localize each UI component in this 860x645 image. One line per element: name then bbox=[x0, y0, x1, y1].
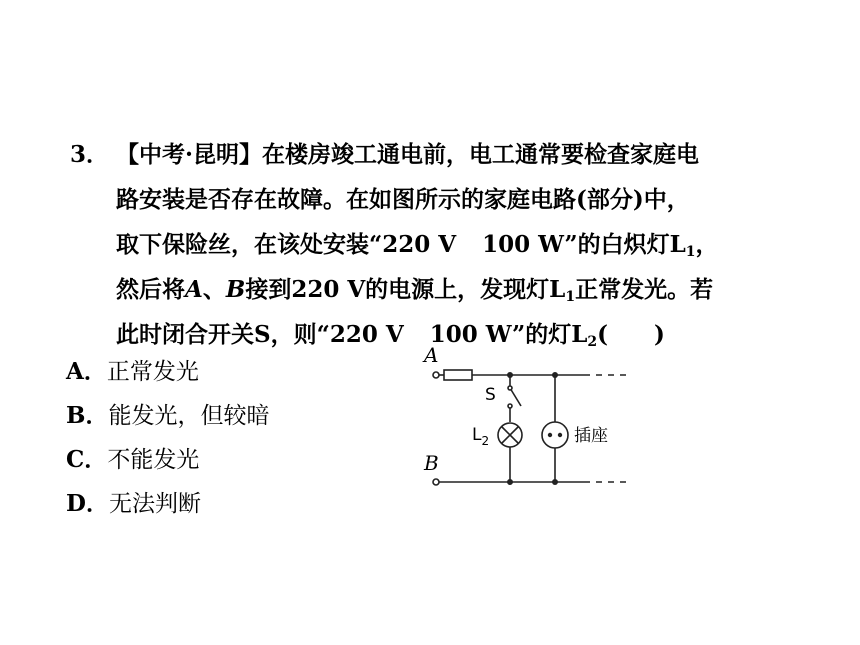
lamp-l2-label bbox=[472, 425, 489, 448]
question-line-2 bbox=[70, 177, 810, 222]
junction-dot bbox=[552, 372, 558, 378]
options bbox=[66, 350, 269, 526]
terminal-a-label: A bbox=[424, 343, 439, 367]
terminal-b-ref: B bbox=[225, 276, 246, 303]
option-a[interactable] bbox=[66, 350, 269, 394]
option-c-letter: C． bbox=[66, 446, 108, 473]
junction-dot bbox=[552, 479, 558, 485]
socket-icon bbox=[542, 422, 568, 448]
lamp-l2-sub: 2 bbox=[481, 434, 490, 448]
lamp-l2-subscript: 2 bbox=[587, 334, 598, 350]
question-text-5a: 此时闭合开关S，则“220 V bbox=[116, 321, 404, 348]
option-c-text: 不能发光 bbox=[107, 447, 200, 473]
question bbox=[70, 132, 810, 357]
option-b[interactable] bbox=[66, 394, 269, 438]
option-d-letter: D． bbox=[66, 490, 109, 517]
terminal-b-dot bbox=[433, 479, 439, 485]
terminal-a-dot bbox=[433, 372, 439, 378]
lamp-l1-subscript: 1 bbox=[685, 244, 696, 260]
switch-s-label: S bbox=[485, 385, 496, 405]
circuit-diagram bbox=[400, 340, 640, 500]
lamp-l2-letter: L bbox=[472, 425, 482, 445]
answer-bracket-open: ( bbox=[597, 321, 609, 348]
option-a-text: 正常发光 bbox=[106, 359, 199, 385]
question-text-4sep: 、 bbox=[202, 276, 226, 303]
question-text-3c: ， bbox=[695, 231, 719, 258]
terminal-a-ref: A bbox=[185, 276, 203, 303]
answer-bracket-close: ) bbox=[654, 321, 665, 348]
question-text-4b: 接到220 V的电源上，发现灯L bbox=[245, 276, 566, 303]
question-text-3a: 取下保险丝，在该处安装“220 V bbox=[116, 231, 457, 258]
question-text-3b: 100 W”的白炽灯L bbox=[482, 231, 686, 258]
question-number: 3． bbox=[70, 141, 110, 168]
junction-dot bbox=[507, 479, 513, 485]
option-b-letter: B． bbox=[66, 402, 109, 429]
option-d[interactable] bbox=[66, 482, 269, 526]
switch-s-blade bbox=[510, 388, 521, 406]
question-line-4 bbox=[70, 267, 810, 312]
question-text-5b: 100 W”的灯L bbox=[429, 321, 588, 348]
fuse-icon bbox=[444, 370, 472, 380]
lamp-l1-subscript-2: 1 bbox=[565, 289, 576, 305]
option-a-letter: A． bbox=[66, 358, 107, 385]
question-text-4a: 然后将 bbox=[116, 276, 185, 303]
question-text-4c: 正常发光。若 bbox=[575, 276, 714, 303]
option-c[interactable] bbox=[66, 438, 269, 482]
question-text-1: 【中考·昆明】在楼房竣工通电前，电工通常要检查家庭电 bbox=[116, 141, 700, 168]
junction-dot bbox=[507, 372, 513, 378]
lamp-l2-icon bbox=[498, 423, 522, 447]
option-b-text: 能发光，但较暗 bbox=[108, 403, 270, 429]
terminal-b-label: B bbox=[424, 451, 439, 475]
question-line-1 bbox=[70, 132, 810, 177]
question-text-2: 路安装是否存在故障。在如图所示的家庭电路(部分)中， bbox=[116, 186, 690, 213]
option-d-text: 无法判断 bbox=[108, 491, 201, 517]
socket-label: 插座 bbox=[574, 426, 608, 446]
question-line-3 bbox=[70, 222, 810, 267]
